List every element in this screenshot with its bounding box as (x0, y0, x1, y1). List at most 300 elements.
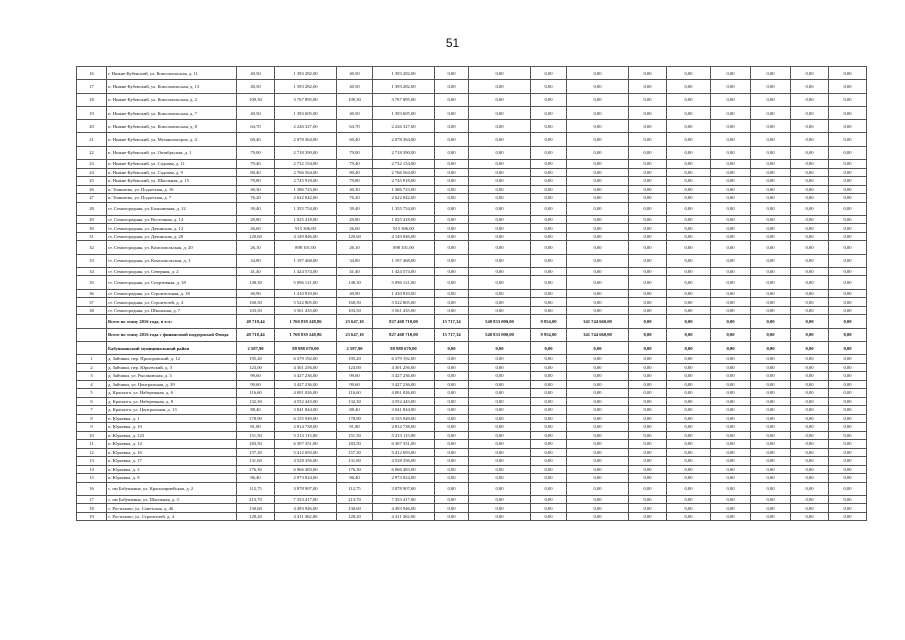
address-cell: с. им Бабушкина, ул. Школьная, д. 3 (107, 495, 237, 504)
value-cell: 0,00 (629, 457, 667, 466)
value-cell: 0,00 (567, 474, 629, 483)
value-cell: 0,00 (629, 185, 667, 194)
table-row (77, 306, 867, 315)
value-cell: 0,00 (791, 504, 829, 513)
value-cell: 176,30 (337, 465, 373, 474)
value-cell: 3 427 236,00 (275, 380, 337, 389)
row-number-cell: 16 (77, 67, 107, 80)
value-cell: 0,00 (829, 355, 867, 364)
value-cell: 0,00 (435, 298, 469, 307)
address-cell: п. Нижне-Кубенский, ул. Школьная, д. 15 (107, 177, 237, 186)
value-cell: 0,00 (567, 289, 629, 298)
value-cell: 0,00 (829, 414, 867, 423)
value-cell: 0,00 (667, 224, 711, 233)
value-cell: 1 197 468,00 (373, 254, 435, 267)
value-cell: 0,00 (531, 482, 567, 495)
value-cell: 0,00 (791, 414, 829, 423)
value-cell: 0,00 (791, 106, 829, 119)
value-cell: 132,30 (337, 397, 373, 406)
value-cell: 0,00 (531, 168, 567, 177)
value-cell: 64,70 (337, 120, 373, 133)
value-cell: 64,70 (237, 120, 275, 133)
value-cell: 39,40 (337, 202, 373, 215)
value-cell: 0,00 (435, 406, 469, 415)
summary-row (77, 341, 867, 354)
value-cell: 123,00 (237, 363, 275, 372)
value-cell: 341 744 660,00 (567, 315, 629, 328)
value-cell: 0,00 (751, 448, 791, 457)
value-cell: 148,30 (337, 276, 373, 289)
value-cell: 79,80 (337, 177, 373, 186)
value-cell: 0,00 (629, 289, 667, 298)
value-cell: 0,00 (751, 215, 791, 224)
value-cell: 0,00 (751, 194, 791, 203)
value-cell: 1 025 418,00 (275, 215, 337, 224)
value-cell: 6 307 351,00 (373, 440, 435, 449)
value-cell: 40,30 (237, 185, 275, 194)
value-cell: 160,50 (237, 298, 275, 307)
row-number-cell: 9 (77, 423, 107, 432)
value-cell: 0,00 (469, 482, 531, 495)
address-cell: п. Юрьевка, д. 10 (107, 423, 237, 432)
value-cell: 0,00 (829, 276, 867, 289)
value-cell: 0,00 (531, 106, 567, 119)
value-cell: 157,30 (237, 448, 275, 457)
value-cell: 0,00 (791, 397, 829, 406)
value-cell: 40,50 (237, 80, 275, 93)
value-cell: 0,00 (435, 363, 469, 372)
value-cell: 0,00 (469, 423, 531, 432)
address-cell: ст. Семигородняя, ул. Школьная, д. 7 (107, 306, 237, 315)
value-cell: 4 301 256,00 (373, 363, 435, 372)
row-number-cell: 17 (77, 495, 107, 504)
value-cell: 15 717,34 (435, 328, 469, 341)
table-row (77, 504, 867, 513)
value-cell: 0,00 (829, 93, 867, 106)
value-cell: 0,00 (829, 328, 867, 341)
value-cell: 0,00 (667, 406, 711, 415)
value-cell: 0,00 (667, 67, 711, 80)
value-cell: 0,00 (711, 355, 751, 364)
value-cell: 0,00 (751, 465, 791, 474)
value-cell: 80,40 (237, 168, 275, 177)
value-cell: 1 393 605,00 (373, 106, 435, 119)
value-cell: 0,00 (469, 440, 531, 449)
value-cell: 40,30 (337, 185, 373, 194)
value-cell: 2 745 918,00 (275, 177, 337, 186)
table-row (77, 355, 867, 364)
table-row (77, 202, 867, 215)
value-cell: 0,00 (435, 93, 469, 106)
value-cell: 0,00 (829, 160, 867, 169)
address-cell: п. Юрьевка, д. 14 (107, 440, 237, 449)
value-cell: 0,00 (791, 389, 829, 398)
value-cell: 130,60 (337, 504, 373, 513)
value-cell: 0,00 (531, 440, 567, 449)
value-cell: 0,00 (435, 120, 469, 133)
value-cell: 0,00 (751, 397, 791, 406)
value-cell: 0,00 (435, 67, 469, 80)
value-cell: 1 424 574,00 (275, 267, 337, 276)
row-number-cell: 15 (77, 474, 107, 483)
value-cell: 0,00 (791, 495, 829, 504)
value-cell: 0,00 (567, 341, 629, 354)
value-cell: 4 001 026,00 (275, 389, 337, 398)
value-cell: 0,00 (791, 160, 829, 169)
value-cell: 0,00 (791, 267, 829, 276)
value-cell: 0,00 (791, 168, 829, 177)
value-cell: 0,00 (435, 495, 469, 504)
value-cell: 0,00 (469, 120, 531, 133)
value-cell: 0,00 (751, 406, 791, 415)
program-table (76, 66, 867, 521)
address-cell: с. им Бабушкина, ул. Красноармейская, д. 2 (107, 482, 237, 495)
value-cell: 9 954,00 (531, 328, 567, 341)
value-cell: 0,00 (435, 224, 469, 233)
value-cell: 0,00 (751, 431, 791, 440)
value-cell: 0,00 (567, 504, 629, 513)
value-cell: 0,00 (629, 504, 667, 513)
row-number-cell: 23 (77, 160, 107, 169)
value-cell: 0,00 (629, 80, 667, 93)
value-cell: 49 718,44 (237, 328, 275, 341)
table-row (77, 177, 867, 186)
value-cell: 0,00 (751, 202, 791, 215)
value-cell: 2 973 024,00 (373, 474, 435, 483)
value-cell: 0,00 (469, 341, 531, 354)
row-number-cell (77, 341, 107, 354)
value-cell: 0,00 (751, 423, 791, 432)
value-cell: 0,00 (751, 355, 791, 364)
value-cell: 0,00 (711, 423, 751, 432)
value-cell: 0,00 (629, 254, 667, 267)
value-cell: 0,00 (469, 504, 531, 513)
value-cell: 0,00 (751, 315, 791, 328)
value-cell: 0,00 (791, 224, 829, 233)
value-cell: 112,75 (237, 482, 275, 495)
value-cell: 0,00 (629, 495, 667, 504)
value-cell: 0,00 (829, 254, 867, 267)
value-cell: 0,00 (829, 512, 867, 521)
value-cell: 0,00 (629, 363, 667, 372)
summary-row (77, 315, 867, 328)
value-cell: 0,00 (531, 495, 567, 504)
value-cell: 0,00 (567, 431, 629, 440)
value-cell: 0,00 (531, 67, 567, 80)
value-cell: 79,40 (337, 160, 373, 169)
table-row (77, 254, 867, 267)
value-cell: 0,00 (791, 431, 829, 440)
value-cell: 0,00 (567, 160, 629, 169)
value-cell: 0,00 (435, 160, 469, 169)
value-cell: 1 393 282,00 (275, 67, 337, 80)
table-row (77, 431, 867, 440)
value-cell: 0,00 (567, 298, 629, 307)
value-cell: 0,00 (469, 80, 531, 93)
table-row (77, 224, 867, 233)
table-row (77, 215, 867, 224)
table-row (77, 289, 867, 298)
table-row (77, 512, 867, 521)
value-cell: 79,80 (237, 177, 275, 186)
value-cell: 0,00 (667, 241, 711, 254)
value-cell: 0,00 (629, 232, 667, 241)
value-cell: 0,00 (751, 363, 791, 372)
value-cell: 0,00 (667, 133, 711, 146)
value-cell: 0,00 (567, 482, 629, 495)
row-number-cell: 5 (77, 389, 107, 398)
value-cell: 0,00 (469, 160, 531, 169)
value-cell: 0,00 (711, 177, 751, 186)
value-cell: 0,00 (629, 355, 667, 364)
value-cell: 5 096 121,00 (275, 276, 337, 289)
value-cell: 0,00 (567, 276, 629, 289)
value-cell: 86,40 (337, 474, 373, 483)
table-row (77, 406, 867, 415)
value-cell: 0,00 (567, 93, 629, 106)
value-cell: 88,40 (337, 406, 373, 415)
value-cell: 5 522 805,00 (373, 298, 435, 307)
value-cell: 0,00 (629, 146, 667, 159)
row-number-cell: 35 (77, 276, 107, 289)
value-cell: 0,00 (531, 232, 567, 241)
row-number-cell: 37 (77, 298, 107, 307)
row-number-cell: 34 (77, 267, 107, 276)
value-cell: 0,00 (667, 93, 711, 106)
address-cell: д. Зайчики, ул. Рысаковская, д. 3 (107, 372, 237, 381)
value-cell: 0,00 (469, 133, 531, 146)
value-cell: 1 393 282,00 (373, 67, 435, 80)
value-cell: 0,00 (791, 328, 829, 341)
value-cell: 0,00 (829, 495, 867, 504)
value-cell: 0,00 (711, 289, 751, 298)
address-cell: д. Краснота, ул. Набережная, д. 8 (107, 397, 237, 406)
value-cell: 0,00 (435, 177, 469, 186)
value-cell: 0,00 (469, 457, 531, 466)
value-cell: 0,00 (751, 289, 791, 298)
value-cell: 0,00 (567, 67, 629, 80)
value-cell: 4 411 362,00 (373, 512, 435, 521)
value-cell: 1 386 723,00 (275, 185, 337, 194)
value-cell: 540 833 000,00 (469, 315, 531, 328)
value-cell: 0,00 (791, 120, 829, 133)
value-cell: 3 767 895,00 (373, 93, 435, 106)
value-cell: 34,80 (337, 254, 373, 267)
value-cell: 0,00 (667, 474, 711, 483)
value-cell: 148,30 (237, 276, 275, 289)
value-cell: 0,00 (829, 241, 867, 254)
value-cell: 0,00 (829, 397, 867, 406)
table-row (77, 67, 867, 80)
address-cell: п. Нижне-Кубенский, ул. Садовая, д. 11 (107, 160, 237, 169)
value-cell: 0,00 (435, 355, 469, 364)
value-cell: 4 552 443,00 (275, 397, 337, 406)
value-cell: 0,00 (711, 106, 751, 119)
value-cell: 0,00 (751, 380, 791, 389)
value-cell: 80,40 (337, 168, 373, 177)
value-cell: 0,00 (567, 267, 629, 276)
value-cell: 0,00 (567, 232, 629, 241)
row-number-cell: 26 (77, 185, 107, 194)
value-cell: 0,00 (791, 355, 829, 364)
value-cell: 40,50 (337, 67, 373, 80)
value-cell: 0,00 (667, 457, 711, 466)
value-cell: 0,00 (711, 406, 751, 415)
value-cell: 0,00 (435, 185, 469, 194)
value-cell: 0,00 (667, 289, 711, 298)
address-cell: ст. Семигородняя, ул. Больничная, д. 12 (107, 202, 237, 215)
value-cell: 0,00 (829, 341, 867, 354)
value-cell: 0,00 (435, 215, 469, 224)
value-cell: 0,00 (667, 414, 711, 423)
value-cell: 0,00 (791, 306, 829, 315)
value-cell: 0,00 (531, 306, 567, 315)
value-cell: 2 732 154,00 (373, 160, 435, 169)
value-cell: 40,90 (237, 289, 275, 298)
value-cell: 0,00 (469, 380, 531, 389)
value-cell: 4 149 846,00 (275, 232, 337, 241)
value-cell: 3 878 907,00 (275, 482, 337, 495)
table-row (77, 120, 867, 133)
value-cell: 0,00 (751, 341, 791, 354)
row-number-cell: 19 (77, 512, 107, 521)
value-cell: 0,00 (629, 448, 667, 457)
value-cell: 213,70 (337, 495, 373, 504)
value-cell: 0,00 (791, 482, 829, 495)
value-cell: 0,00 (567, 355, 629, 364)
value-cell: 0,00 (567, 389, 629, 398)
value-cell: 7 353 417,00 (275, 495, 337, 504)
value-cell: 0,00 (567, 80, 629, 93)
value-cell: 0,00 (667, 215, 711, 224)
value-cell: 40,50 (337, 80, 373, 93)
value-cell: 0,00 (469, 495, 531, 504)
value-cell: 898 101,00 (275, 241, 337, 254)
table-row (77, 440, 867, 449)
value-cell: 0,00 (711, 397, 751, 406)
value-cell: 0,00 (791, 423, 829, 432)
value-cell: 6 155 949,00 (275, 414, 337, 423)
value-cell: 898 101,00 (373, 241, 435, 254)
value-cell: 0,00 (435, 232, 469, 241)
value-cell: 0,00 (751, 232, 791, 241)
value-cell: 0,00 (531, 465, 567, 474)
value-cell: 0,00 (667, 512, 711, 521)
value-cell: 0,00 (469, 448, 531, 457)
value-cell: 0,00 (531, 133, 567, 146)
table-row (77, 168, 867, 177)
value-cell: 0,00 (435, 194, 469, 203)
value-cell: 0,00 (751, 276, 791, 289)
value-cell: 0,00 (667, 355, 711, 364)
value-cell: 40,90 (337, 289, 373, 298)
value-cell: 0,00 (791, 474, 829, 483)
value-cell: 99,60 (237, 380, 275, 389)
value-cell: 0,00 (469, 168, 531, 177)
value-cell: 0,00 (531, 474, 567, 483)
value-cell: 0,00 (469, 177, 531, 186)
value-cell: 0,00 (629, 67, 667, 80)
address-cell: п. Тоншаево, ул. Подлесная, д. 7 (107, 194, 237, 203)
value-cell: 0,00 (711, 120, 751, 133)
value-cell: 0,00 (469, 289, 531, 298)
value-cell: 0,00 (751, 474, 791, 483)
value-cell: 0,00 (829, 448, 867, 457)
value-cell: 4 528 356,00 (275, 457, 337, 466)
value-cell: 0,00 (435, 389, 469, 398)
value-cell: 0,00 (469, 298, 531, 307)
table-row (77, 232, 867, 241)
table-row (77, 389, 867, 398)
address-cell: ст. Семигородняя, ул. Строительная, д. 18 (107, 289, 237, 298)
value-cell: 5 522 805,00 (275, 298, 337, 307)
value-cell: 0,00 (567, 133, 629, 146)
table-row (77, 474, 867, 483)
value-cell: 0,00 (435, 512, 469, 521)
value-cell: 0,00 (629, 440, 667, 449)
value-cell: 0,00 (469, 414, 531, 423)
value-cell: 0,00 (829, 389, 867, 398)
value-cell: 0,00 (667, 372, 711, 381)
value-cell: 0,00 (751, 146, 791, 159)
value-cell: 0,00 (435, 168, 469, 177)
value-cell: 0,00 (435, 341, 469, 354)
value-cell: 0,00 (469, 232, 531, 241)
value-cell: 23 647,10 (337, 328, 373, 341)
value-cell: 0,00 (667, 276, 711, 289)
value-cell: 2 745 918,00 (373, 177, 435, 186)
value-cell: 60,40 (337, 133, 373, 146)
address-cell: ст. Семигородняя, ул. Восточная, д. 14 (107, 215, 237, 224)
value-cell: 0,00 (667, 177, 711, 186)
value-cell: 0,00 (435, 440, 469, 449)
value-cell: 109,30 (237, 93, 275, 106)
value-cell: 132,30 (237, 397, 275, 406)
value-cell: 0,00 (829, 482, 867, 495)
value-cell: 0,00 (667, 440, 711, 449)
value-cell: 0,00 (629, 306, 667, 315)
value-cell: 0,00 (667, 504, 711, 513)
value-cell: 0,00 (751, 482, 791, 495)
value-cell: 6 066 483,00 (275, 465, 337, 474)
table-row (77, 363, 867, 372)
value-cell: 0,00 (531, 423, 567, 432)
table-row (77, 93, 867, 106)
value-cell: 41,40 (337, 267, 373, 276)
value-cell: 183,50 (337, 440, 373, 449)
value-cell: 0,00 (629, 341, 667, 354)
value-cell: 79,00 (237, 146, 275, 159)
value-cell: 120,60 (337, 232, 373, 241)
value-cell: 0,00 (751, 267, 791, 276)
value-cell: 0,00 (791, 254, 829, 267)
table-row (77, 298, 867, 307)
value-cell: 0,00 (829, 267, 867, 276)
value-cell: 0,00 (791, 512, 829, 521)
value-cell: 0,00 (711, 512, 751, 521)
value-cell: 0,00 (791, 185, 829, 194)
value-cell: 0,00 (751, 106, 791, 119)
value-cell: 3 427 236,00 (373, 372, 435, 381)
value-cell: 0,00 (711, 504, 751, 513)
value-cell: 0,00 (531, 341, 567, 354)
address-cell: ст. Семигородняя, ул. Строителей, д. 4 (107, 298, 237, 307)
value-cell: 0,00 (469, 276, 531, 289)
value-cell: 0,00 (791, 380, 829, 389)
value-cell: 4 493 946,00 (275, 504, 337, 513)
value-cell: 0,00 (711, 380, 751, 389)
value-cell: 1 393 605,00 (275, 106, 337, 119)
